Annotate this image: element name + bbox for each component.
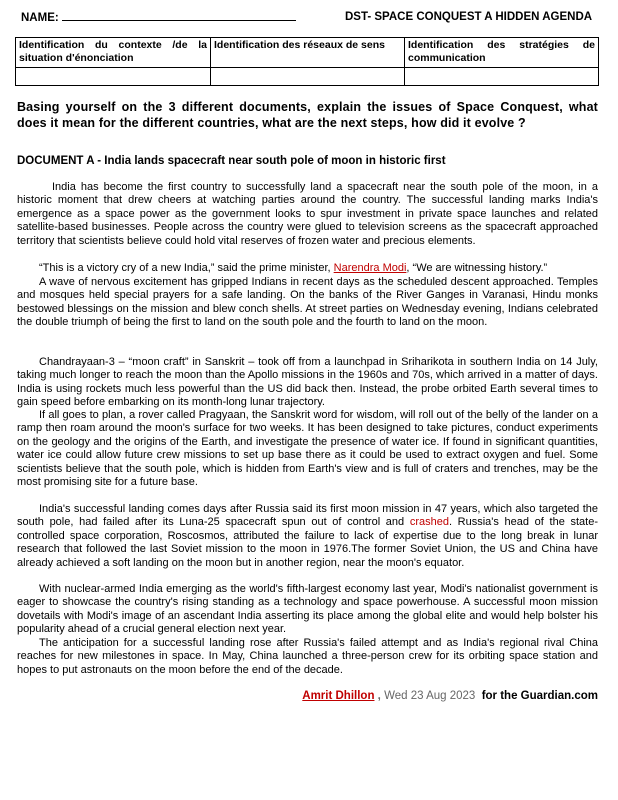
paragraph-6-end: . Russia's head of the state-controlled space corporation, Roscosmos, attributed the failure to lack of expertise due to the long break in lunar research that followed the last Soviet mission to the moon in 1976.The former Soviet Union, the US and China have already achieved a soft landing on the moon but in another region, near the moon's equator.	[17, 516, 598, 569]
paragraph-4: Chandrayaan-3 – “moon craft” in Sanskrit – took off from a launchpad in Sriharikota in southern India on 14 July, taking much longer to reach the moon than the Apollo missions in the 1960s and 70s, which arrived in a matter of days. India is using rockets much less powerful than the US did back then. Instead, the probe orbited Earth several times to gain speed before embarking on its month-long lunar trajectory.	[17, 356, 598, 409]
paragraph-6	[17, 503, 598, 570]
table-cell	[211, 68, 405, 86]
paragraph-3: A wave of nervous excitement has gripped Indians in recent days as the scheduled descent approached. Temples and mosques held special prayers for a safe landing. On the banks of the River Ganges in Varanasi, Hindu monks bestowed blessings on the mission and blew conch shells. At street parties on Wednesday evening, Indians celebrated the double triumph of being the first to land on the south pole and the fourth to land on the moon.	[17, 276, 598, 329]
paragraph-1: India has become the first country to successfully land a spacecraft near the south pole of the moon, in a historic moment that drew cheers at watching parties around the country. The successful landing marks India's emergence as a space power as the government looks to spur investment in private space launches and related satellite-based businesses. People across the country were glued to television screens as the spacecraft approached territory that scientists believe could hold vital reserves of frozen water and precious elements.	[17, 181, 598, 247]
table-cell	[16, 68, 211, 86]
author-link[interactable]: Amrit Dhillon	[302, 690, 375, 702]
table-header-cell: Identification des réseaux de sens	[211, 38, 405, 68]
quote-text-end: , “We are witnessing history.”	[406, 262, 548, 274]
source-label: for the Guardian.com	[481, 690, 598, 702]
name-label: NAME:	[21, 12, 59, 24]
table-row	[16, 68, 599, 86]
narendra-modi-link[interactable]: Narendra Modi	[333, 262, 407, 274]
document-title: DOCUMENT A - India lands spacecraft near south pole of moon in historic first	[17, 155, 446, 167]
paragraph-8: The anticipation for a successful landing rose after Russia's failed attempt and as India's regional rival China reaches for new milestones in space. In May, China launched a three-person crew for its orbiting space station and hopes to put astronauts on the moon before the end of the decade.	[17, 637, 598, 676]
paragraph-7: With nuclear-armed India emerging as the world's fifth-largest economy last year, Modi's nationalist government is eager to showcase the country's rising standing as a technology and space powerhouse. A successful moon mission dovetails with Modi's image of an ascendant India asserting its place among the global elite and would help bolster his popularity ahead of a crucial general election next year.	[17, 583, 598, 636]
page-title: DST- SPACE CONQUEST A HIDDEN AGENDA	[345, 11, 593, 23]
credit-separator: ,	[374, 690, 385, 702]
table-cell	[405, 68, 599, 86]
table-header-cell: Identification des stratégies de communication	[405, 38, 599, 68]
paragraph-6-start: India's successful landing comes days after Russia said its first moon mission in 47 years, which also targeted the south pole, had failed after its Luna-25 spacecraft spun out of control and	[17, 503, 598, 529]
identification-table	[15, 37, 599, 86]
table-header-cell: Identification du contexte /de la situation d'énonciation	[16, 38, 211, 68]
name-field	[21, 11, 296, 24]
crashed-link[interactable]: crashed	[409, 516, 449, 529]
paragraph-2	[17, 262, 598, 275]
quote-text: “This is a victory cry of a new India,” said the prime minister,	[39, 262, 334, 274]
table-header-row	[16, 38, 599, 68]
name-blank-line	[62, 11, 296, 21]
question-prompt: Basing yourself on the 3 different documents, explain the issues of Space Conquest, what does it mean for the different countries, what are the next steps, how did it evolve ?	[17, 100, 598, 130]
publish-date: Wed 23 Aug 2023	[384, 690, 476, 702]
paragraph-5: If all goes to plan, a rover called Pragyaan, the Sanskrit word for wisdom, will roll out of the belly of the lander on a ramp then roam around the moon's surface for two weeks. It has been designed to take pictures, conduct experiments on the geology and the origins of the Earth, and investigate the presence of water ice. If found in significant quantities, water ice could allow future crew missions to set up base there as it could be used to extract oxygen and fuel. Some scientists believe that the south pole, which is hidden from Earth's view and is full of craters and trenches, may be the most promising site for a future base.	[17, 409, 598, 489]
article-credit	[302, 690, 598, 702]
